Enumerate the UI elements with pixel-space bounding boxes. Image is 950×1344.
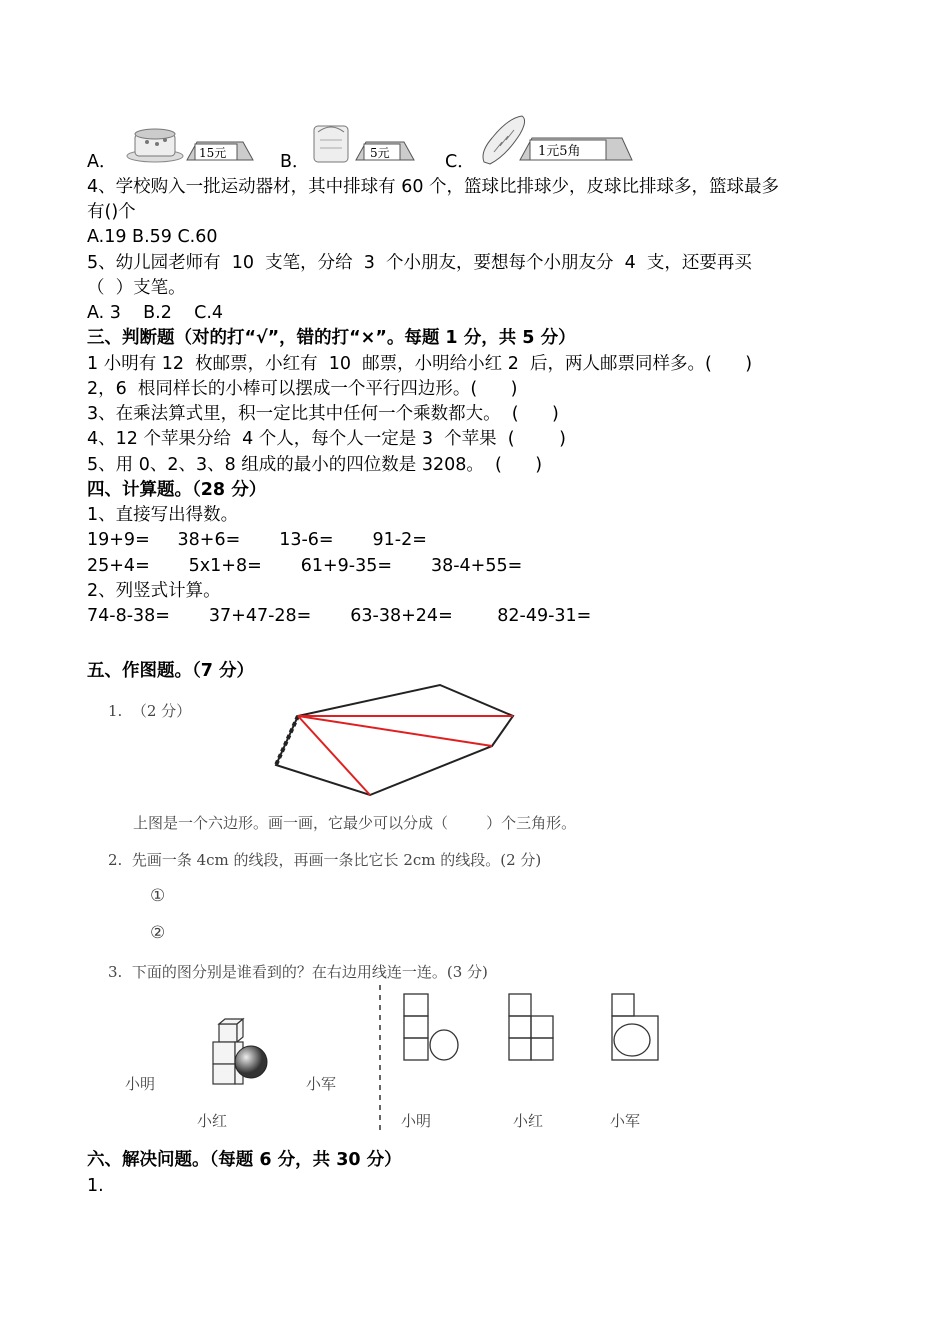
question-4-options: A.19 B.59 C.60 [87,227,218,247]
section-3-title: 三、判断题（对的打“√”，错的打“×”。每题 1 分，共 5 分） [87,328,576,348]
option-a-letter: A． [87,152,117,172]
right-label-xiaojun: 小军 [610,1112,641,1130]
view-xiaohong [505,992,565,1066]
draw-2-text: 2. 先画一条 4cm 的线段，再画一条比它长 2cm 的线段。(2 分) [108,851,542,869]
option-c-letter: C． [445,152,475,172]
draw-2-circle-1: ① [150,886,166,906]
price-b: 5元 [370,146,390,160]
draw-3-text: 3. 下面的图分别是谁看到的？在右边用线连一连。(3 分) [108,963,488,981]
left-label-xiaohong: 小红 [197,1112,228,1130]
left-label-xiaojun: 小军 [306,1075,337,1093]
question-5-line1: 5、幼儿园老师有 10 支笔，分给 3 个小朋友，要想每个小朋友分 4 支，还要再买 [87,253,752,273]
price-c: 1元5角 [538,144,581,159]
view-xiaoming [400,992,470,1066]
judge-4: 4、12 个苹果分给 4 个人，每个人一定是 3 个苹果 ( ) [87,429,566,449]
judge-3: 3、在乘法算式里，积一定比其中任何一个乘数都大。 ( ) [87,404,559,424]
judge-5: 5、用 0、2、3、8 组成的最小的四位数是 3208。 ( ) [87,455,543,475]
solve-1-number: 1. [87,1176,104,1196]
judge-2: 2，6 根同样长的小棒可以摆成一个平行四边形。( ) [87,379,518,399]
right-label-xiaoming: 小明 [401,1112,432,1130]
question-4-line2: 有()个 [87,202,136,222]
calc-2-title: 2、列竖式计算。 [87,581,221,601]
left-label-xiaoming: 小明 [125,1075,156,1093]
section-5-title: 五、作图题。（7 分） [87,661,255,681]
calc-1-row1: 19+9= 38+6= 13-6= 91-2= [87,530,427,550]
calc-1-title: 1、直接写出得数。 [87,505,239,525]
draw-1-number: 1. （2 分） [108,702,192,720]
question-4-line1: 4、学校购入一批运动器材，其中排球有 60 个，篮球比排球少，皮球比排球多，篮球最多 [87,177,780,197]
cube-and-ball-figure [205,1018,275,1088]
view-xiaojun [608,992,668,1066]
diagonal-2 [298,716,492,746]
dashed-divider [378,985,382,1135]
question-5-options: A. 3 B.2 C.4 [87,303,224,323]
hexagon-outline [276,685,513,795]
calc-1-row2: 25+4= 5x1+8= 61+9-35= 38-4+55= [87,556,523,576]
option-b-letter: B． [280,152,310,172]
price-a: 15元 [199,146,227,160]
question-5-line2: （ ）支笔。 [87,278,186,298]
draw-2-circle-2: ② [150,923,166,943]
right-label-xiaohong: 小红 [513,1112,544,1130]
section-6-title: 六、解决问题。（每题 6 分，共 30 分） [87,1150,402,1170]
judge-1: 1 小明有 12 枚邮票，小红有 10 邮票，小明给小红 2 后，两人邮票同样多。( ) [87,354,753,374]
draw-1-text: 上图是一个六边形。画一画，它最少可以分成（ ）个三角形。 [133,814,577,832]
section-4-title: 四、计算题。（28 分） [87,480,267,500]
calc-2-row: 74-8-38= 37+47-28= 63-38+24= 82-49-31= [87,606,592,626]
